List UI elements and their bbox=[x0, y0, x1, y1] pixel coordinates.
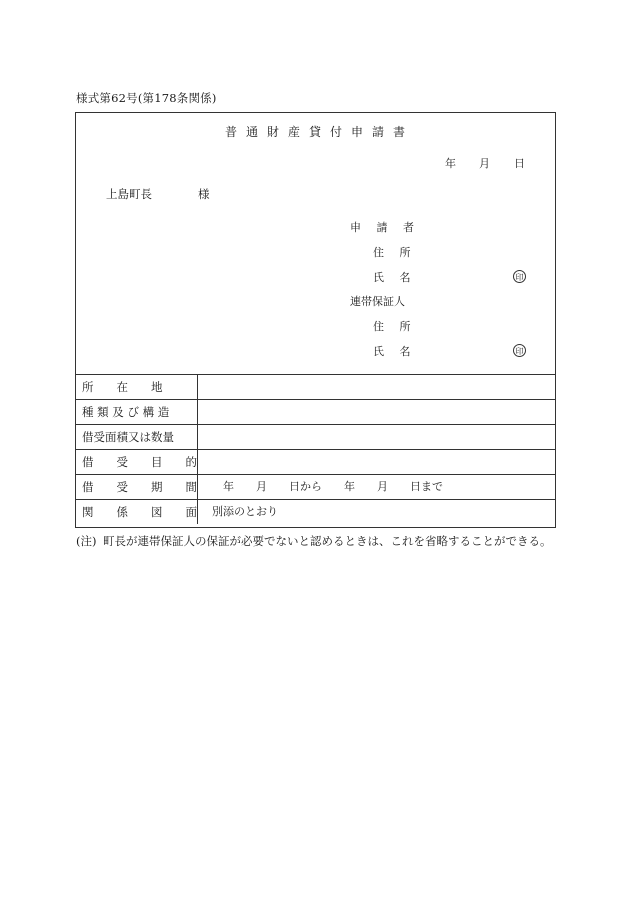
date-day-label: 日 bbox=[514, 157, 525, 170]
applicant-address-label: 住 所 bbox=[373, 246, 417, 259]
applicant-seal-mark: 印 bbox=[513, 270, 526, 283]
row-label-purpose: 借 受 目 的 bbox=[76, 450, 198, 474]
table-row bbox=[76, 449, 555, 474]
guarantor-name-label: 氏 名 bbox=[373, 345, 417, 358]
row-label-location: 所 在 地 bbox=[76, 375, 198, 399]
addressee bbox=[106, 186, 210, 202]
application-form bbox=[75, 112, 556, 528]
footnote-mark: (注) bbox=[76, 534, 97, 548]
row-label-type-structure: 種 類 及 び 構 造 bbox=[76, 400, 198, 424]
row-label-area-quantity: 借受面積又は数量 bbox=[76, 425, 198, 449]
date-month-label: 月 bbox=[479, 157, 490, 170]
applicant-name-label: 氏 名 bbox=[373, 271, 417, 284]
table-row bbox=[76, 374, 555, 399]
row-value-period: 年 月 日から 年 月 日まで bbox=[212, 480, 443, 493]
date-year-label: 年 bbox=[445, 157, 456, 170]
guarantor-address-label: 住 所 bbox=[373, 320, 417, 333]
guarantor-seal-mark: 印 bbox=[513, 344, 526, 357]
form-number: 様式第62号(第178条関係) bbox=[76, 91, 217, 105]
row-label-related-drawings: 関 係 図 面 bbox=[76, 500, 198, 524]
table-row bbox=[76, 499, 555, 524]
row-label-period: 借 受 期 間 bbox=[76, 475, 198, 499]
table-row bbox=[76, 399, 555, 424]
addressee-name: 上島町長 bbox=[106, 187, 152, 201]
table-row bbox=[76, 474, 555, 499]
date-line bbox=[445, 155, 525, 171]
addressee-honorific: 様 bbox=[198, 187, 210, 201]
applicant-heading: 申 請 者 bbox=[350, 221, 420, 234]
row-value-related-drawings: 別添のとおり bbox=[212, 505, 278, 518]
guarantor-heading: 連帯保証人 bbox=[350, 295, 405, 308]
form-title: 普通財産貸付申請書 bbox=[224, 125, 414, 139]
footnote-text: 町長が連帯保証人の保証が必要でないと認めるときは、これを省略することができる。 bbox=[103, 534, 552, 548]
table-row bbox=[76, 424, 555, 449]
